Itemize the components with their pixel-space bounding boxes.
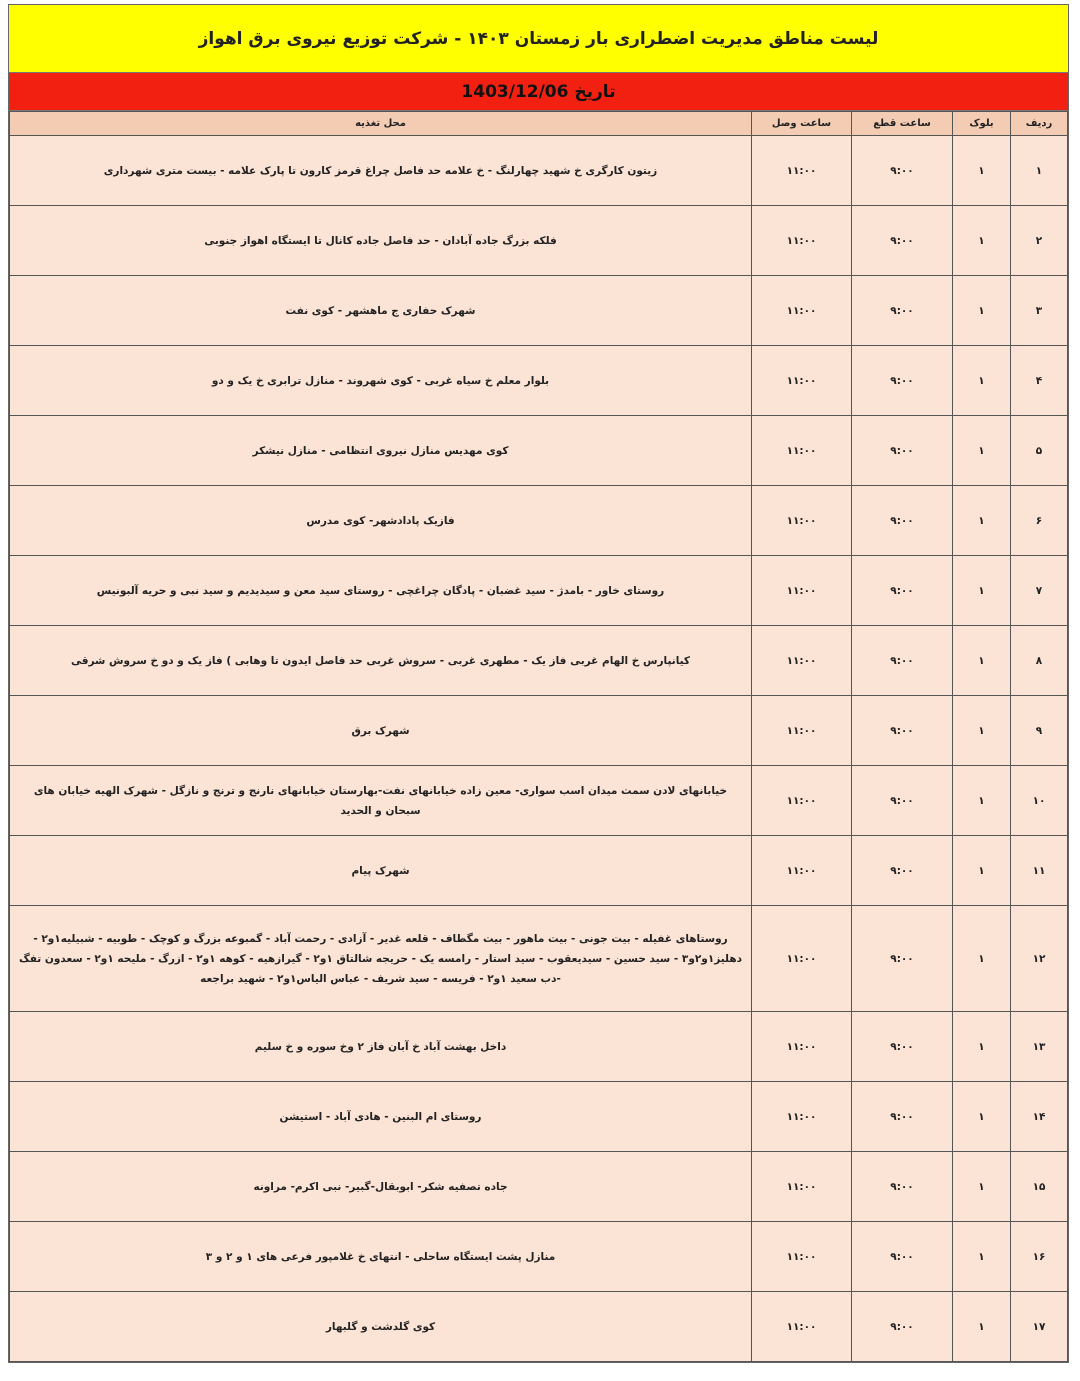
cell-cut-time: ۹:۰۰ xyxy=(852,836,953,906)
cell-cut-time: ۹:۰۰ xyxy=(852,1292,953,1362)
cell-block: ۱ xyxy=(953,346,1011,416)
cell-cut-time: ۹:۰۰ xyxy=(852,1222,953,1292)
cell-connect-time: ۱۱:۰۰ xyxy=(752,416,852,486)
header-row-number: ردیف xyxy=(1011,112,1068,136)
table-row xyxy=(10,136,1068,206)
cell-location: فازیک پادادشهر- کوی مدرس xyxy=(10,486,752,556)
cell-connect-time: ۱۱:۰۰ xyxy=(752,1082,852,1152)
cell-row-number: ۵ xyxy=(1011,416,1068,486)
table-row xyxy=(10,556,1068,626)
cell-row-number: ۱۲ xyxy=(1011,906,1068,1012)
date-text: تاریخ 1403/12/06 xyxy=(461,81,616,102)
cell-block: ۱ xyxy=(953,1222,1011,1292)
table-row xyxy=(10,836,1068,906)
cell-connect-time: ۱۱:۰۰ xyxy=(752,206,852,276)
cell-cut-time: ۹:۰۰ xyxy=(852,906,953,1012)
cell-location: شهرک حفاری ج ماهشهر - کوی نفت xyxy=(10,276,752,346)
table-row xyxy=(10,1292,1068,1362)
cell-block: ۱ xyxy=(953,1082,1011,1152)
cell-block: ۱ xyxy=(953,1292,1011,1362)
cell-cut-time: ۹:۰۰ xyxy=(852,206,953,276)
cell-location: منازل پشت ایستگاه ساحلی - انتهای خ غلامپور فرعی های ۱ و ۲ و ۳ xyxy=(10,1222,752,1292)
page-title-text: لیست مناطق مدیریت اضطراری بار زمستان ۱۴۰۳ - شرکت توزیع نیروی برق اهواز xyxy=(198,28,879,49)
cell-row-number: ۹ xyxy=(1011,696,1068,766)
cell-block: ۱ xyxy=(953,1152,1011,1222)
cell-connect-time: ۱۱:۰۰ xyxy=(752,556,852,626)
cell-row-number: ۴ xyxy=(1011,346,1068,416)
cell-row-number: ۱۴ xyxy=(1011,1082,1068,1152)
cell-location: شهرک پیام xyxy=(10,836,752,906)
cell-connect-time: ۱۱:۰۰ xyxy=(752,346,852,416)
cell-block: ۱ xyxy=(953,136,1011,206)
date-banner xyxy=(9,73,1068,111)
cell-connect-time: ۱۱:۰۰ xyxy=(752,136,852,206)
page-title xyxy=(9,5,1068,73)
cell-location: خیابانهای لادن سمت میدان اسب سواری- معین زاده خیابانهای نفت-بهارستان خیابانهای نارنج و ترنج و نازگل - شهرک الهیه خیابان های سبحان و الحدید xyxy=(10,766,752,836)
table-row xyxy=(10,486,1068,556)
cell-block: ۱ xyxy=(953,696,1011,766)
table-row xyxy=(10,906,1068,1012)
header-block: بلوک xyxy=(953,112,1011,136)
cell-block: ۱ xyxy=(953,416,1011,486)
cell-row-number: ۶ xyxy=(1011,486,1068,556)
table-row xyxy=(10,416,1068,486)
table-row xyxy=(10,206,1068,276)
cell-connect-time: ۱۱:۰۰ xyxy=(752,486,852,556)
cell-row-number: ۳ xyxy=(1011,276,1068,346)
cell-row-number: ۱۷ xyxy=(1011,1292,1068,1362)
cell-connect-time: ۱۱:۰۰ xyxy=(752,1012,852,1082)
table-row xyxy=(10,276,1068,346)
cell-row-number: ۷ xyxy=(1011,556,1068,626)
cell-location: زیتون کارگری خ شهید چهارلنگ - خ علامه حد فاصل چراغ قرمز کارون تا پارک علامه - بیست متری شهرداری xyxy=(10,136,752,206)
cell-connect-time: ۱۱:۰۰ xyxy=(752,1292,852,1362)
cell-block: ۱ xyxy=(953,906,1011,1012)
cell-row-number: ۱۱ xyxy=(1011,836,1068,906)
cell-connect-time: ۱۱:۰۰ xyxy=(752,626,852,696)
table-row xyxy=(10,766,1068,836)
cell-cut-time: ۹:۰۰ xyxy=(852,486,953,556)
cell-block: ۱ xyxy=(953,1012,1011,1082)
outage-table xyxy=(9,111,1068,1362)
cell-cut-time: ۹:۰۰ xyxy=(852,136,953,206)
cell-block: ۱ xyxy=(953,206,1011,276)
cell-row-number: ۱۵ xyxy=(1011,1152,1068,1222)
cell-location: کوی گلدشت و گلبهار xyxy=(10,1292,752,1362)
cell-row-number: ۱ xyxy=(1011,136,1068,206)
cell-connect-time: ۱۱:۰۰ xyxy=(752,1152,852,1222)
header-connect-time: ساعت وصل xyxy=(752,112,852,136)
cell-cut-time: ۹:۰۰ xyxy=(852,626,953,696)
table-row xyxy=(10,1152,1068,1222)
cell-cut-time: ۹:۰۰ xyxy=(852,1082,953,1152)
cell-cut-time: ۹:۰۰ xyxy=(852,416,953,486)
cell-cut-time: ۹:۰۰ xyxy=(852,1012,953,1082)
cell-block: ۱ xyxy=(953,486,1011,556)
table-header-row xyxy=(10,112,1068,136)
cell-connect-time: ۱۱:۰۰ xyxy=(752,766,852,836)
cell-connect-time: ۱۱:۰۰ xyxy=(752,836,852,906)
cell-cut-time: ۹:۰۰ xyxy=(852,696,953,766)
cell-row-number: ۱۳ xyxy=(1011,1012,1068,1082)
table-row xyxy=(10,696,1068,766)
table-row xyxy=(10,626,1068,696)
cell-cut-time: ۹:۰۰ xyxy=(852,346,953,416)
cell-cut-time: ۹:۰۰ xyxy=(852,276,953,346)
cell-row-number: ۲ xyxy=(1011,206,1068,276)
cell-location: بلوار معلم خ سیاه غربی - کوی شهروند - منازل ترابری خ یک و دو xyxy=(10,346,752,416)
header-location: محل تغذیه xyxy=(10,112,752,136)
cell-location: روستای خاور - بامدژ - سید غضبان - پادگان چراغچی - روستای سید معن و سیدیدیم و سید نبی و حریه آلبونیس xyxy=(10,556,752,626)
outage-schedule-sheet xyxy=(8,4,1069,1363)
cell-connect-time: ۱۱:۰۰ xyxy=(752,1222,852,1292)
header-cut-time: ساعت قطع xyxy=(852,112,953,136)
cell-row-number: ۱۰ xyxy=(1011,766,1068,836)
cell-block: ۱ xyxy=(953,766,1011,836)
cell-location: فلکه بزرگ جاده آبادان - حد فاصل جاده کانال تا ایستگاه اهواز جنوبی xyxy=(10,206,752,276)
cell-block: ۱ xyxy=(953,556,1011,626)
cell-location: روستاهای غفیله - بیت جونی - بیت ماهور - بیت مگطاف - قلعه غدیر - آزادی - رحمت آباد - گمبوعه بزرگ و کوچک - طوبیه - شبیلیه۱و۲ - دهلیز۱و۲و۳ - سید حسین - سیدیعقوب - سید استار - رامسه یک - حریجه شالتاق ۱و۲ - گیرازهیه - کوهه ۱و۲ - ازرگ - ملیحه ۱و۲ - سعدون تفگ -دب سعید ۱و۲ - فریسه - سید شریف - عباس الیاس۱و۲ - شهید براجعه xyxy=(10,906,752,1012)
cell-cut-time: ۹:۰۰ xyxy=(852,556,953,626)
cell-location: کیانپارس خ الهام غربی فاز یک - مطهری غربی - سروش غربی حد فاصل ایدون تا وهابی ) فاز یک و دو خ سروش شرقی xyxy=(10,626,752,696)
cell-location: کوی مهدیس منازل نیروی انتظامی - منازل نیشکر xyxy=(10,416,752,486)
cell-connect-time: ۱۱:۰۰ xyxy=(752,276,852,346)
cell-location: شهرک برق xyxy=(10,696,752,766)
cell-connect-time: ۱۱:۰۰ xyxy=(752,906,852,1012)
table-row xyxy=(10,1012,1068,1082)
cell-location: داخل بهشت آباد خ آبان فاز ۲ وخ سوره و خ سلیم xyxy=(10,1012,752,1082)
cell-cut-time: ۹:۰۰ xyxy=(852,1152,953,1222)
cell-block: ۱ xyxy=(953,276,1011,346)
table-row xyxy=(10,346,1068,416)
cell-location: روستای ام البنین - هادی آباد - استیشن xyxy=(10,1082,752,1152)
table-row xyxy=(10,1082,1068,1152)
cell-connect-time: ۱۱:۰۰ xyxy=(752,696,852,766)
cell-row-number: ۱۶ xyxy=(1011,1222,1068,1292)
cell-block: ۱ xyxy=(953,626,1011,696)
cell-cut-time: ۹:۰۰ xyxy=(852,766,953,836)
cell-row-number: ۸ xyxy=(1011,626,1068,696)
cell-location: جاده تصفیه شکر- ابوبقال-گبیر- نبی اکرم- مراونه xyxy=(10,1152,752,1222)
table-row xyxy=(10,1222,1068,1292)
cell-block: ۱ xyxy=(953,836,1011,906)
